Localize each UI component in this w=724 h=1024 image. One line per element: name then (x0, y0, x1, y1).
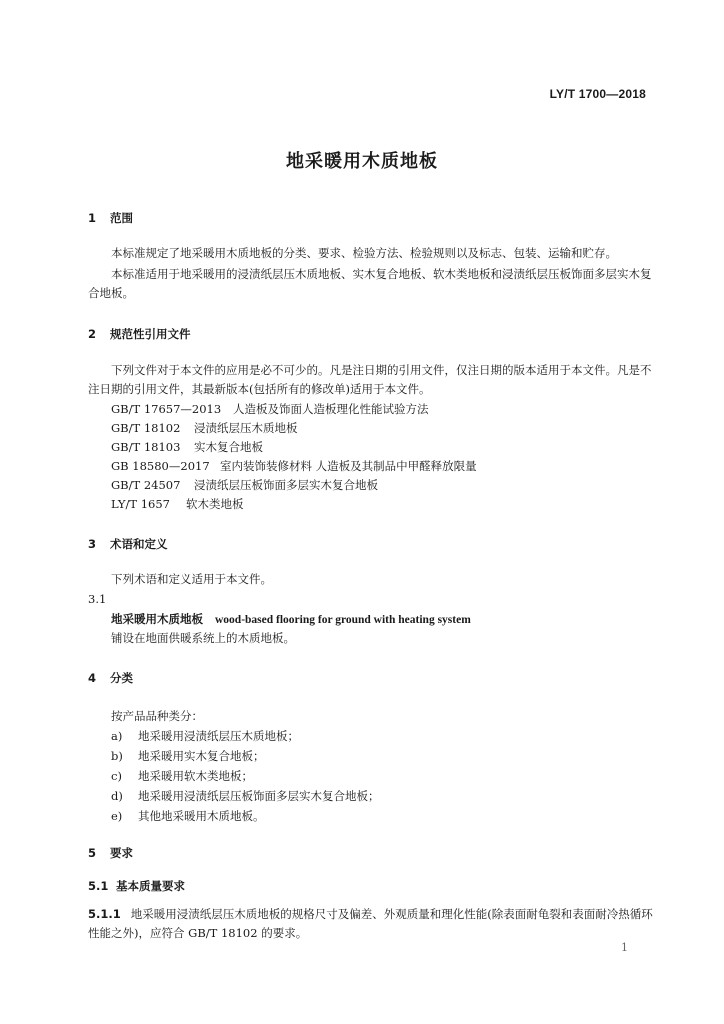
section-title: 术语和定义 (110, 537, 168, 551)
subsection-title: 基本质量要求 (116, 879, 185, 893)
list-text: 地采暖用浸渍纸层压木质地板； (138, 729, 299, 743)
list-item (111, 768, 253, 784)
section-5-heading (88, 845, 133, 861)
reference-code: GB/T 24507 (111, 478, 181, 492)
section-3-intro: 下列术语和定义适用于本文件。 (111, 572, 272, 586)
list-item (111, 728, 299, 744)
reference-item (111, 457, 477, 476)
clause-5-1-1 (88, 905, 660, 943)
list-marker: a) (111, 729, 123, 743)
reference-name: 室内装饰装修材料 人造板及其制品中甲醛释放限量 (220, 459, 477, 473)
term-definition: 铺设在地面供暖系统上的木质地板。 (111, 631, 295, 645)
section-title: 规范性引用文件 (110, 327, 191, 341)
reference-code: GB/T 18102 (111, 421, 181, 435)
reference-code: GB/T 18103 (111, 440, 181, 454)
section-number: 5 (88, 846, 97, 860)
section-4-heading (88, 670, 133, 686)
list-item (111, 748, 265, 764)
reference-item (111, 495, 244, 514)
section-number: 2 (88, 327, 97, 341)
reference-item (111, 438, 263, 457)
reference-item (111, 400, 429, 419)
term-number: 3.1 (88, 592, 107, 606)
list-text: 地采暖用浸渍纸层压板饰面多层实木复合地板； (138, 789, 380, 803)
standard-code: LY/T 1700—2018 (549, 87, 646, 101)
classification-intro: 按产品品种类分： (111, 709, 203, 723)
page-number: 1 (621, 941, 628, 954)
list-item (111, 788, 380, 804)
list-marker: e) (111, 809, 123, 823)
section-title: 范围 (110, 211, 133, 225)
term-entry (111, 611, 471, 627)
section-3-heading (88, 536, 168, 552)
section-2-heading (88, 326, 191, 342)
section-title: 分类 (110, 671, 133, 685)
reference-item (111, 419, 298, 438)
list-marker: b) (111, 749, 123, 763)
subsection-number: 5.1 (88, 879, 109, 893)
reference-item (111, 476, 378, 495)
list-marker: d) (111, 789, 123, 803)
term-chinese: 地采暖用木质地板 (111, 612, 203, 626)
subsection-5-1-heading (88, 878, 185, 894)
section-number: 3 (88, 537, 97, 551)
reference-name: 实木复合地板 (194, 440, 263, 454)
section-2-intro: 下列文件对于本文件的应用是必不可少的。凡是注日期的引用文件，仅注日期的版本适用于本文件。凡是不注日期的引用文件，其最新版本(包括所有的修改单)适用于本文件。 (88, 363, 652, 396)
list-marker: c) (111, 769, 122, 783)
reference-name: 人造板及饰面人造板理化性能试验方法 (233, 402, 429, 416)
list-text: 地采暖用软木类地板； (138, 769, 253, 783)
section-number: 4 (88, 671, 97, 685)
list-text: 其他地采暖用木质地板。 (138, 809, 265, 823)
clause-text: 地采暖用浸渍纸层压木质地板的规格尺寸及偏差、外观质量和理化性能(除表面耐龟裂和表面耐冷热循环性能之外)，应符合 GB/T 18102 的要求。 (88, 907, 653, 940)
term-english: wood-based flooring for ground with heating system (215, 614, 471, 626)
reference-code: LY/T 1657 (111, 497, 170, 511)
list-item (111, 808, 265, 824)
clause-number: 5.1.1 (88, 907, 121, 921)
reference-name: 浸渍纸层压木质地板 (194, 421, 298, 435)
reference-code: GB 18580—2017 (111, 459, 210, 473)
section-1-paragraph-2: 本标准适用于地采暖用的浸渍纸层压木质地板、实木复合地板、软木类地板和浸渍纸层压板饰面多层实木复合地板。 (88, 267, 652, 300)
document-title: 地采暖用木质地板 (286, 151, 438, 172)
section-number: 1 (88, 211, 97, 225)
section-1-heading (88, 210, 133, 226)
section-1-paragraph-1: 本标准规定了地采暖用木质地板的分类、要求、检验方法、检验规则以及标志、包装、运输和贮存。 (111, 246, 617, 260)
reference-code: GB/T 17657—2013 (111, 402, 222, 416)
reference-name: 软木类地板 (186, 497, 244, 511)
list-text: 地采暖用实木复合地板； (138, 749, 265, 763)
reference-name: 浸渍纸层压板饰面多层实木复合地板 (194, 478, 378, 492)
section-title: 要求 (110, 846, 133, 860)
